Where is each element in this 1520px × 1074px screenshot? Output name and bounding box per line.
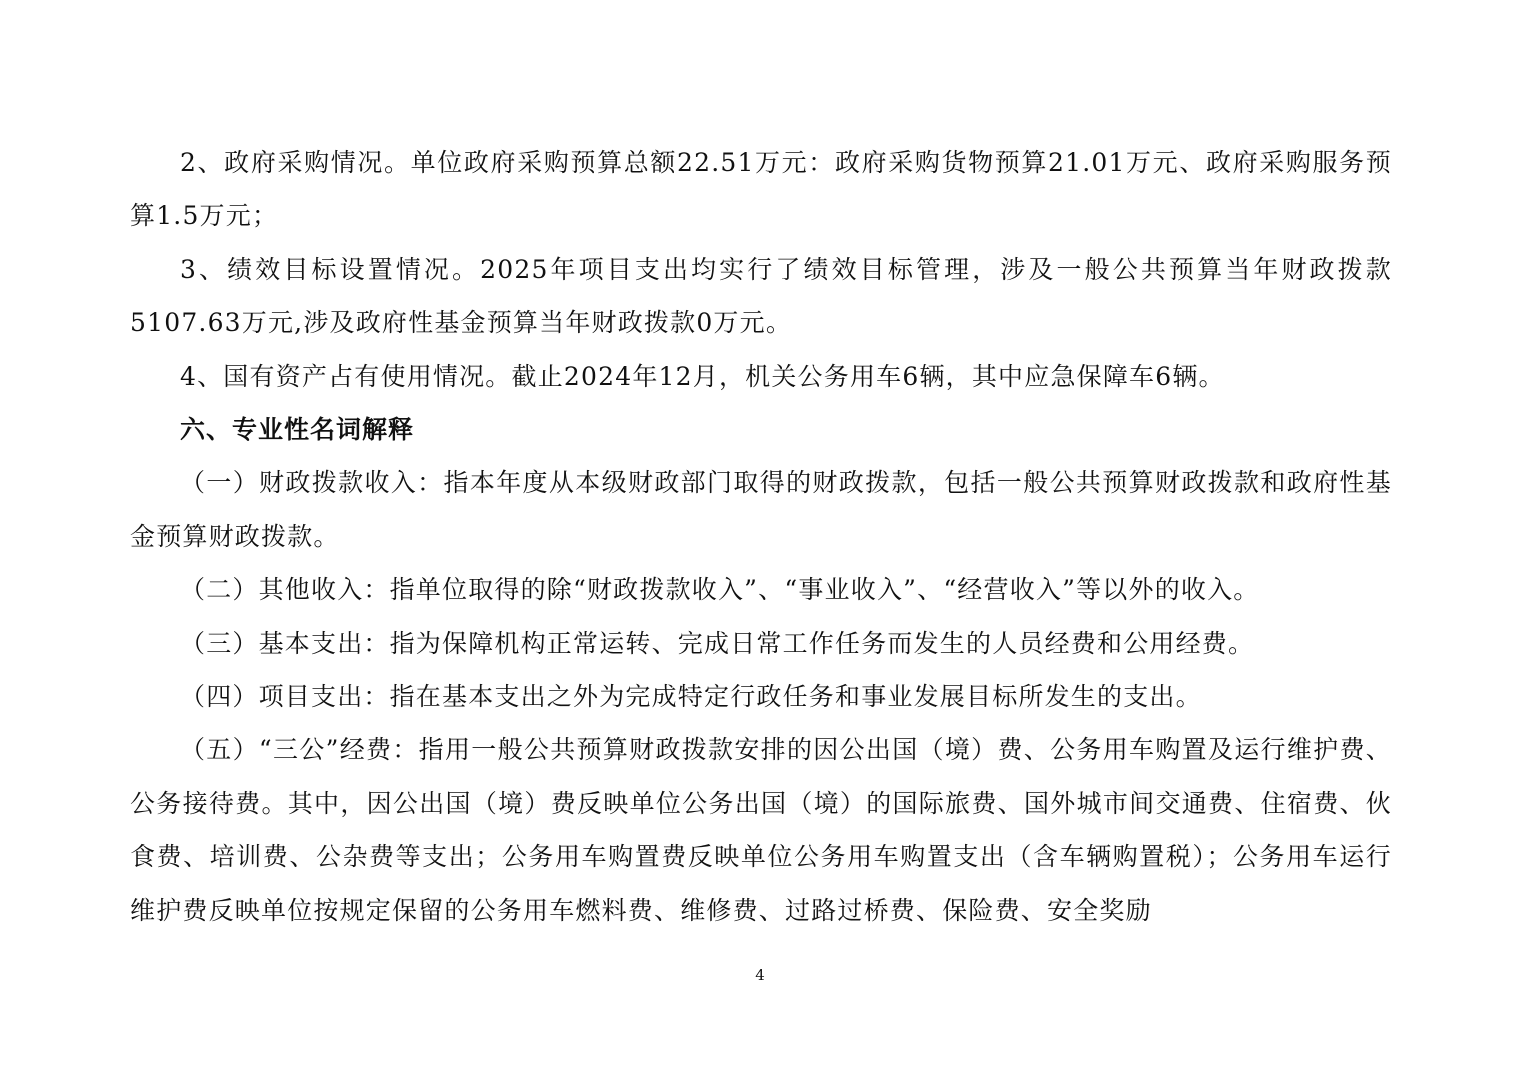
paragraph-project-expenditure: （四）项目支出：指在基本支出之外为完成特定行政任务和事业发展目标所发生的支出。 (180, 682, 1202, 712)
document-body (130, 136, 1392, 937)
paragraph-basic-expenditure: （三）基本支出：指为保障机构正常运转、完成日常工作任务而发生的人员经费和公用经费。 (180, 628, 1255, 658)
paragraph-government-procurement: 2、政府采购情况。单位政府采购预算总额22.51万元：政府采购货物预算21.01万元、政府采购服务预算1.5万元； (130, 148, 1392, 231)
page-number: 4 (755, 966, 765, 984)
paragraph-state-assets: 4、国有资产占有使用情况。截止2024年12月，机关公务用车6辆，其中应急保障车6辆。 (180, 361, 1225, 391)
paragraph-performance-targets: 3、绩效目标设置情况。2025年项目支出均实行了绩效目标管理，涉及一般公共预算当年财政拨款5107.63万元,涉及政府性基金预算当年财政拨款0万元。 (130, 254, 1392, 338)
paragraph-fiscal-appropriation-income: （一）财政拨款收入：指本年度从本级财政部门取得的财政拨款，包括一般公共预算财政拨款和政府性基金预算财政拨款。 (130, 468, 1392, 551)
section-heading: 六、专业性名词解释 (180, 415, 415, 445)
paragraph-three-public-expenses: （五）“三公”经费：指用一般公共预算财政拨款安排的因公出国（境）费、公务用车购置及运行维护费、公务接待费。其中，因公出国（境）费反映单位公务出国（境）的国际旅费、国外城市间交通费、住宿费、伙食费、培训费、公杂费等支出；公务用车购置费反映单位公务用车购置支出（含车辆购置税）；公务用车运行维护费反映单位按规定保留的公务用车燃料费、维修费、过路过桥费、保险费、安全奖励 (130, 735, 1392, 925)
paragraph-other-income: （二）其他收入：指单位取得的除“财政拨款收入”、“事业收入”、“经营收入”等以外的收入。 (180, 575, 1260, 605)
